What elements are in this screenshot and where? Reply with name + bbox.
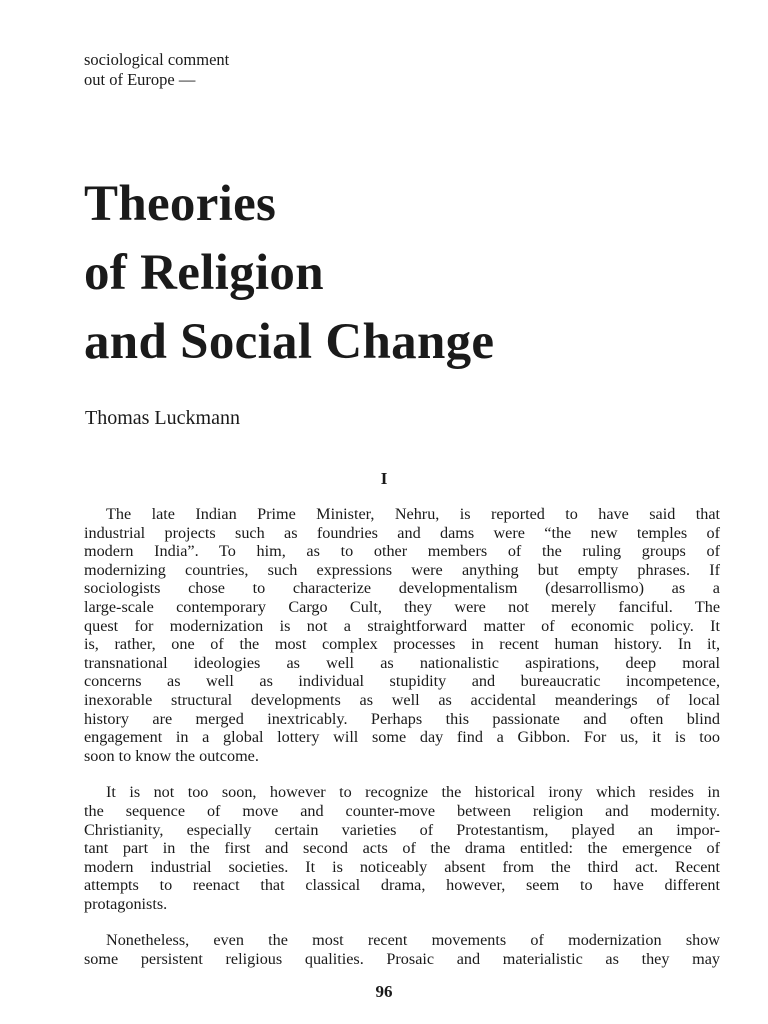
section-numeral: I — [380, 469, 388, 488]
body-line: industrial projects such as foundries and dams were “the new temples of — [84, 523, 720, 542]
body-line: Christianity, especially certain varieties of Protestantism, played an impor- — [84, 820, 720, 839]
body-line: the sequence of move and counter-move between religion and modernity. — [84, 801, 720, 820]
body-line: modernizing countries, such expressions were anything but empty phrases. If — [84, 560, 720, 579]
body-line: some persistent religious qualities. Prosaic and materialistic as they may — [84, 950, 720, 969]
series-heading — [84, 50, 229, 90]
body-line: The late Indian Prime Minister, Nehru, is reported to have said that — [106, 505, 720, 523]
body-line: quest for modernization is not a straightforward matter of economic policy. It — [84, 616, 720, 635]
body-line: engagement in a global lottery will some day find a Gibbon. For us, it is too — [84, 728, 720, 747]
body-line: modern India”. To him, as to other members of the ruling groups of — [84, 542, 720, 561]
body-line: Nonetheless, even the most recent movements of modernization show — [106, 931, 720, 950]
body-line: transnational ideologies as well as nationalistic aspirations, deep moral — [84, 653, 720, 672]
article-body — [84, 505, 720, 987]
title-line-3: and Social Change — [84, 314, 495, 370]
body-line: large-scale contemporary Cargo Cult, they were not merely fanciful. The — [84, 597, 720, 616]
series-line-1: sociological comment — [84, 50, 230, 69]
body-line: modern industrial societies. It is noticeably absent from the third act. Recent — [84, 857, 720, 876]
page-number: 96 — [375, 982, 393, 1001]
paragraph-1 — [84, 505, 720, 765]
body-line: inexorable structural developments as well as accidental meanderings of local — [84, 690, 720, 709]
body-line: soon to know the outcome. — [84, 746, 259, 765]
paragraph-3 — [84, 931, 720, 968]
title-line-2: of Religion — [84, 245, 324, 301]
body-line: history are merged inextricably. Perhaps this passionate and often blind — [84, 709, 720, 728]
body-line: is, rather, one of the most complex processes in recent human history. In it, — [84, 635, 720, 654]
body-line: protagonists. — [84, 894, 168, 913]
author-name: Thomas Luckmann — [85, 407, 240, 429]
body-line: concerns as well as individual stupidity and bureaucratic incompetence, — [84, 672, 720, 691]
article-title — [84, 170, 494, 377]
body-line: attempts to reenact that classical drama, however, seem to have different — [84, 876, 720, 895]
body-line: sociologists chose to characterize developmentalism (desarrollismo) as a — [84, 579, 720, 598]
body-line: It is not too soon, however to recognize the historical irony which resides in — [106, 783, 720, 802]
body-line: tant part in the first and second acts of the drama entitled: the emergence of — [84, 839, 720, 858]
paragraph-2 — [84, 783, 720, 913]
title-line-1: Theories — [84, 176, 277, 232]
series-line-2: out of Europe — — [84, 70, 196, 89]
